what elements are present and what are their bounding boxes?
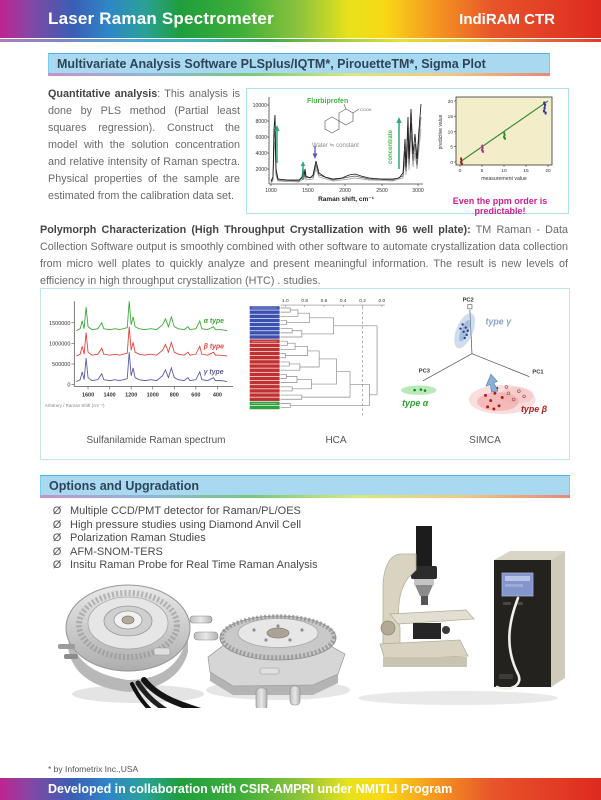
y-axis-labels: [448, 99, 454, 166]
brand-badge: [154, 648, 170, 655]
y-axis-labels: [49, 321, 70, 389]
svg-text:10: 10: [501, 169, 507, 174]
bullet-icon: Ø: [52, 559, 62, 572]
flurbiprofen-structure: [325, 104, 359, 133]
camera-tube: [416, 526, 432, 568]
product-name: IndiRAM CTR: [459, 10, 555, 28]
svg-text:0.2: 0.2: [359, 299, 366, 305]
svg-text:1000: 1000: [265, 188, 277, 194]
option-label: Multiple CCD/PMT detector for Raman/PL/OES: [70, 505, 301, 517]
svg-text:500000: 500000: [52, 361, 71, 368]
alpha-type-label: α type: [203, 317, 224, 325]
option-label: Polarization Raman Studies: [70, 532, 206, 545]
svg-text:15: 15: [447, 115, 453, 120]
brand-badge: [499, 674, 513, 679]
svg-text:1400: 1400: [103, 392, 116, 399]
micrometer-knob: [190, 616, 212, 623]
bullet-icon: Ø: [52, 518, 62, 531]
svg-text:400: 400: [212, 392, 222, 399]
list-item: [44, 505, 524, 519]
polymorph-figure-panel: [40, 288, 570, 460]
quantitative-lead: Quantitative analysis: [48, 88, 158, 100]
svg-text:1200: 1200: [125, 392, 138, 399]
alpha-cluster: [401, 385, 436, 394]
bullet-icon: Ø: [52, 545, 62, 558]
svg-text:1000: 1000: [146, 392, 159, 399]
svg-text:4000: 4000: [255, 151, 267, 157]
water-arrow-head: [313, 154, 318, 160]
section-bar-underline: [48, 73, 550, 76]
pc3-label: PC3: [419, 368, 431, 375]
header-divider: [0, 39, 601, 42]
pls-prediction-block: [434, 89, 566, 216]
section-multivariate-title: Multivariate Analysis Software PLSplus/IQTM*, PirouetteTM*, Sigma Plot: [57, 56, 486, 71]
svg-text:10: 10: [447, 130, 453, 136]
y-axis-labels: [253, 103, 268, 173]
footer-text: Developed in collaboration with CSIR-AMPRI under NMITLI Program: [48, 782, 453, 796]
chart-title: Flurbiprofen: [307, 98, 349, 105]
svg-text:1600: 1600: [81, 392, 95, 399]
svg-text:20: 20: [447, 100, 453, 105]
pc2-label: PC2: [463, 297, 475, 304]
photo-xy-mapping-stage: [190, 616, 350, 708]
svg-text:1.0: 1.0: [281, 299, 289, 305]
x-axis-title: measurement value: [481, 176, 527, 182]
gamma-trace: [76, 352, 227, 381]
svg-text:2000: 2000: [255, 167, 267, 173]
svg-text:10000: 10000: [252, 103, 267, 109]
caption-sulfanilamide: Sulfanilamide Raman spectrum: [86, 435, 226, 446]
distance-axis-labels: [282, 298, 385, 304]
svg-text:20: 20: [545, 169, 551, 174]
water-constant-label: Water ≒ constant: [312, 143, 359, 149]
gamma-type-label: γ type: [203, 368, 224, 376]
polymorph-body: TM Raman - Data Collection Software output is smoothly combined with other software to automate crystallization data collection from micro well plates to quickly analyze and present meaningful information. The result is new levels of efficiency in high throughput crystallization (HTC) . studies.: [40, 224, 568, 288]
simca-plot: [391, 289, 569, 435]
gamma-cluster: [450, 310, 480, 351]
photo-raman-microscope-system: [358, 526, 565, 705]
svg-text:0: 0: [67, 382, 71, 389]
x-axis-labels: [82, 392, 222, 398]
section-options-bar: [40, 475, 570, 497]
sample-stage: [390, 610, 474, 624]
footer-banner: [0, 778, 601, 800]
svg-text:800: 800: [169, 392, 179, 399]
flurbiprofen-spectrum-chart: [247, 89, 434, 211]
product-photos: [40, 526, 568, 708]
y-axis-title: predictive value: [438, 114, 444, 150]
svg-text:1000000: 1000000: [49, 341, 71, 348]
caption-hca: HCA: [325, 435, 347, 446]
controller-tower: [494, 551, 565, 689]
micrometer-knob: [194, 632, 218, 640]
option-label: Insitu Raman Probe for Real Time Raman Analysis: [70, 559, 318, 572]
section-bar-underline: [40, 495, 570, 498]
focus-knob: [381, 621, 395, 635]
alpha-trace: [76, 301, 227, 330]
arrow-heads: [274, 117, 401, 166]
x-axis-title: Raman shift, cm⁻¹: [318, 196, 374, 203]
svg-text:1500000: 1500000: [49, 320, 71, 327]
header-banner: [0, 0, 601, 38]
pc-axes: [423, 310, 529, 381]
svg-text:600: 600: [191, 392, 201, 399]
alpha-cluster-label: type α: [402, 397, 429, 408]
photo-raman-probe-head: [58, 585, 210, 708]
section-options-title: Options and Upgradation: [49, 478, 199, 493]
footnote: * by Infometrix Inc.,USA: [48, 764, 139, 774]
sample-label-rows: [250, 306, 280, 409]
pc1-label: PC1: [532, 369, 545, 376]
svg-text:3000: 3000: [412, 188, 424, 194]
page-title: Laser Raman Spectrometer: [48, 9, 274, 28]
brand-badge: [260, 668, 279, 674]
option-label: High pressure studies using Diamond Anvil Cell: [70, 518, 302, 531]
x-axis-labels: [265, 188, 424, 194]
beta-trace: [76, 327, 227, 356]
objective-lens: [421, 596, 428, 605]
caption-simca: SIMCA: [469, 435, 501, 446]
pc2-end-marker: [468, 305, 472, 309]
svg-text:0.6: 0.6: [320, 299, 328, 305]
svg-text:5: 5: [480, 169, 484, 174]
polymorph-paragraph: [40, 222, 568, 290]
polymorph-lead: Polymorph Characterization (High Throughput Crystallization with 96 well plate):: [40, 224, 471, 236]
beta-type-label: β type: [203, 343, 224, 351]
pls-prediction-chart: [434, 92, 566, 189]
svg-text:15: 15: [523, 169, 529, 174]
x-axis-labels: [459, 168, 551, 174]
option-label: AFM-SNOM-TERS: [70, 545, 163, 558]
ppm-caption: Even the ppm order is predictable!: [452, 196, 548, 216]
concentrate-label: concentrate: [388, 129, 394, 165]
support-post: [256, 688, 267, 708]
svg-text:6000: 6000: [255, 135, 267, 141]
quantitative-body: : This analysis is done by PLS method (Partial least squares regression). Construct the model with the solution concentration and relative intensity of Raman spectra. Physical properties of the sample are estimated from the calibration data set.: [48, 88, 240, 203]
sulfanilamide-spectra-chart: [41, 289, 242, 435]
structure-cooh-label: COOH: [360, 108, 372, 112]
svg-text:1500: 1500: [302, 188, 314, 194]
svg-text:0.8: 0.8: [301, 299, 308, 305]
gamma-cluster-label: type γ: [485, 316, 512, 327]
quantitative-paragraph: [48, 86, 240, 205]
bullet-icon: Ø: [52, 532, 62, 545]
support-post: [290, 686, 300, 705]
sample-aperture: [267, 628, 289, 638]
bullet-icon: Ø: [52, 505, 62, 517]
svg-text:0: 0: [450, 161, 453, 166]
svg-text:0: 0: [458, 169, 462, 174]
svg-text:5: 5: [450, 145, 453, 151]
figure-captions-row: [41, 435, 569, 446]
optical-aperture: [122, 616, 134, 624]
svg-text:2500: 2500: [376, 188, 388, 194]
beta-cluster-label: type β: [521, 404, 548, 415]
section-multivariate-bar: [48, 53, 550, 75]
svg-text:0.4: 0.4: [339, 299, 347, 305]
hca-dendrogram: [242, 289, 392, 435]
axis-note: Arbitrary / Raman Shift (cm⁻¹): [44, 403, 105, 409]
svg-text:8000: 8000: [255, 119, 267, 125]
quantitative-charts-panel: [246, 88, 569, 214]
microscope: [380, 526, 474, 667]
svg-text:2000: 2000: [339, 188, 351, 194]
svg-text:0.0: 0.0: [378, 299, 386, 305]
